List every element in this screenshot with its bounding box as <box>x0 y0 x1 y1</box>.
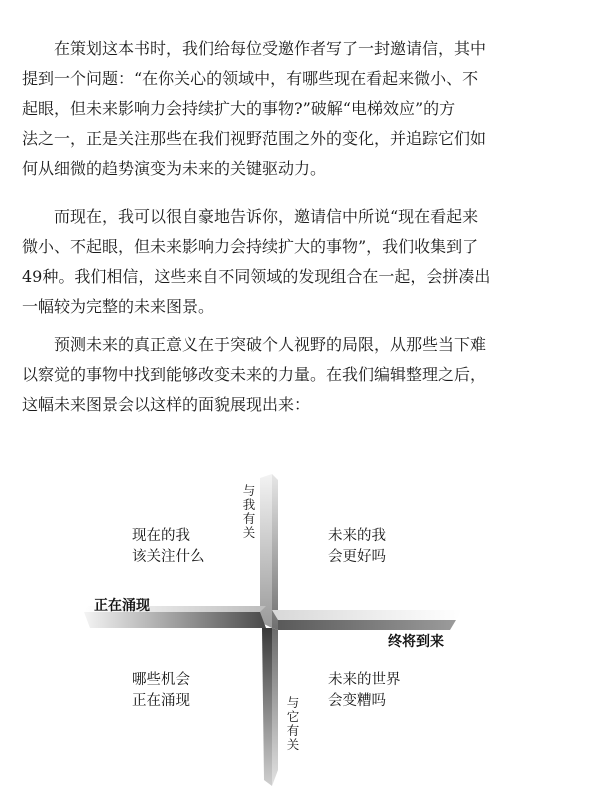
quadrant-line: 正在涌现 <box>132 693 190 709</box>
quadrant-bottom-right <box>328 670 401 712</box>
quadrant-line: 会变糟吗 <box>328 693 386 709</box>
lower-arm-side <box>272 628 278 786</box>
axis-bottom-char: 关 <box>286 737 300 752</box>
axis-label-bottom <box>286 696 300 752</box>
paragraph-line: 起眼，但未来影响力会持续扩大的事物?”破解“电梯效应”的方 <box>22 99 456 118</box>
axis-top-char: 与 <box>242 483 256 498</box>
paragraph-line: 49种。我们相信，这些来自不同领域的发现组合在一起，会拼凑出 <box>22 267 491 286</box>
axis-label-left: 正在涌现 <box>94 598 150 614</box>
paragraph-line: 预测未来的真正意义在于突破个人视野的局限，从那些当下难 <box>54 335 487 354</box>
paragraph-line: 以察觉的事物中找到能够改变未来的力量。在我们编辑整理之后， <box>22 365 487 384</box>
paragraph-1 <box>22 34 582 184</box>
quadrant-line: 哪些机会 <box>132 672 190 688</box>
axis-top-char: 我 <box>242 497 256 512</box>
lower-arm-face <box>262 628 272 786</box>
paragraph-line: 法之一，正是关注那些在我们视野范围之外的变化，并追踪它们如 <box>22 129 487 148</box>
quadrant-top-right <box>328 526 386 568</box>
axis-top-char: 有 <box>242 511 256 526</box>
axis-label-top <box>242 484 256 540</box>
axis-top-char: 关 <box>242 525 256 540</box>
paragraph-line: 在策划这本书时，我们给每位受邀作者写了一封邀请信，其中 <box>54 39 487 58</box>
upper-arm-side <box>272 474 278 630</box>
right-arm-top <box>272 610 462 620</box>
paragraph-line: 微小、不起眼，但未来影响力会持续扩大的事物”，我们收集到了 <box>22 237 479 256</box>
quadrant-line: 未来的世界 <box>328 672 401 688</box>
quadrant-line: 未来的我 <box>328 528 386 544</box>
axis-bottom-char: 与 <box>286 695 300 710</box>
quadrant-bottom-left <box>132 670 190 712</box>
paragraph-2 <box>22 202 582 322</box>
paragraph-line: 一幅较为完整的未来图景。 <box>22 297 215 316</box>
paragraph-line: 而现在，我可以很自豪地告诉你，邀请信中所说“现在看起来 <box>54 207 479 226</box>
quadrant-line: 现在的我 <box>132 528 190 544</box>
quadrant-axes-graphic <box>82 470 522 790</box>
quadrant-line: 会更好吗 <box>328 549 386 565</box>
quadrant-top-left <box>132 526 205 568</box>
paragraph-line: 这幅未来图景会以这样的面貌展现出来： <box>22 395 311 414</box>
right-arm-face <box>278 620 456 630</box>
paragraph-line: 提到一个问题：“在你关心的领域中，有哪些现在看起来微小、不 <box>22 69 479 88</box>
paragraph-line: 何从细微的趋势演变为未来的关键驱动力。 <box>22 159 327 178</box>
paragraph-3 <box>22 330 582 420</box>
upper-arm-face <box>260 474 272 628</box>
axis-bottom-char: 有 <box>286 723 300 738</box>
axis-bottom-char: 它 <box>286 709 300 724</box>
future-quadrant-figure <box>82 470 522 790</box>
axis-label-right: 终将到来 <box>388 634 444 650</box>
quadrant-line: 该关注什么 <box>132 549 205 565</box>
